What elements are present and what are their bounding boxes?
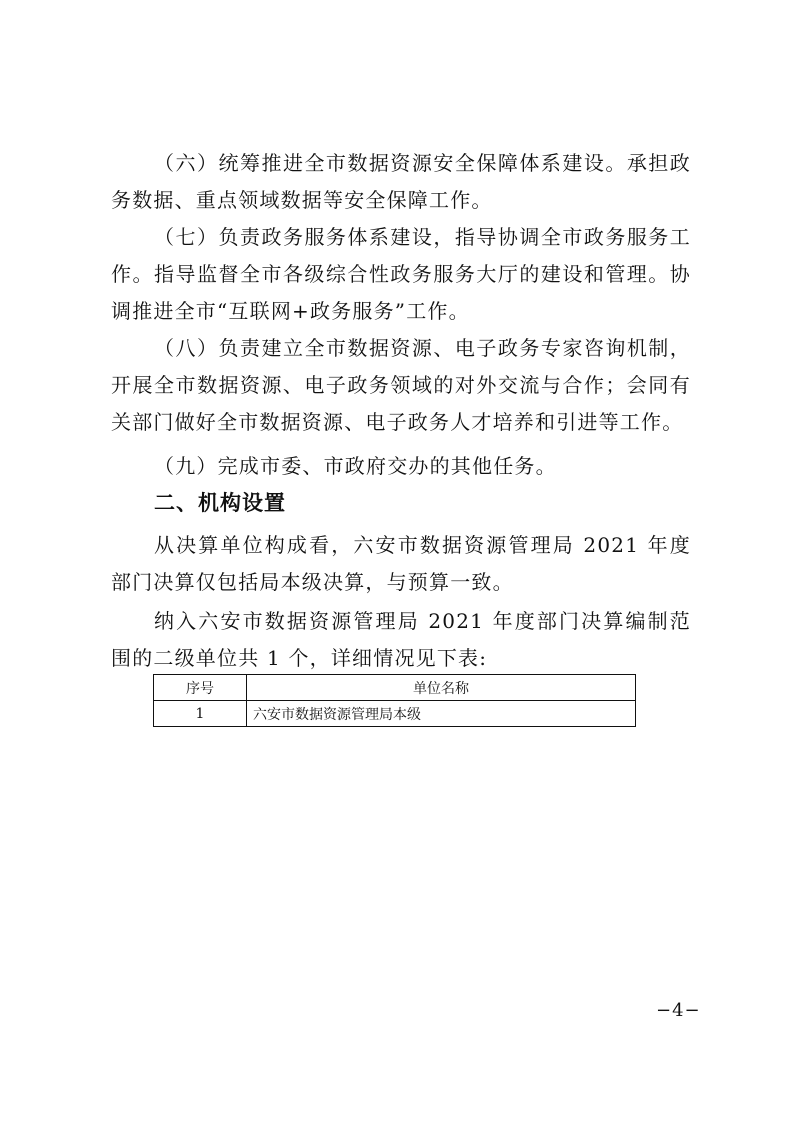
table-cell-name: 六安市数据资源管理局本级	[247, 701, 636, 727]
paragraph-item-6: （六）统筹推进全市数据资源安全保障体系建设。承担政务数据、重点领域数据等安全保障工作。	[111, 151, 691, 212]
paragraph-item-8: （八）负责建立全市数据资源、电子政务专家咨询机制，开展全市数据资源、电子政务领域的对外交流与合作；会同有关部门做好全市数据资源、电子政务人才培养和引进等工作。	[111, 336, 691, 434]
page-number: −4−	[656, 1000, 701, 1021]
paragraph-item-7: （七）负责政务服务体系建设，指导协调全市政务服务工作。指导监督全市各级综合性政务服务大厅的建设和管理。协调推进全市“互联网+政务服务”工作。	[111, 225, 691, 323]
paragraph-item-9: （九）完成市委、市政府交办的其他任务。	[154, 454, 557, 478]
table-header-row	[154, 675, 636, 701]
unit-table	[153, 674, 636, 727]
paragraph-unit-composition: 从决算单位构成看，六安市数据资源管理局 2021 年度部门决算仅包括局本级决算，与预算一致。	[111, 533, 691, 594]
table-header-name: 单位名称	[247, 675, 636, 701]
table-row	[154, 701, 636, 727]
table-cell-seq: 1	[154, 701, 247, 727]
table-header-seq: 序号	[154, 675, 247, 701]
paragraph-secondary-units: 纳入六安市数据资源管理局 2021 年度部门决算编制范围的二级单位共 1 个，详细情况见下表:	[111, 609, 691, 670]
section-heading: 二、机构设置	[154, 491, 286, 515]
